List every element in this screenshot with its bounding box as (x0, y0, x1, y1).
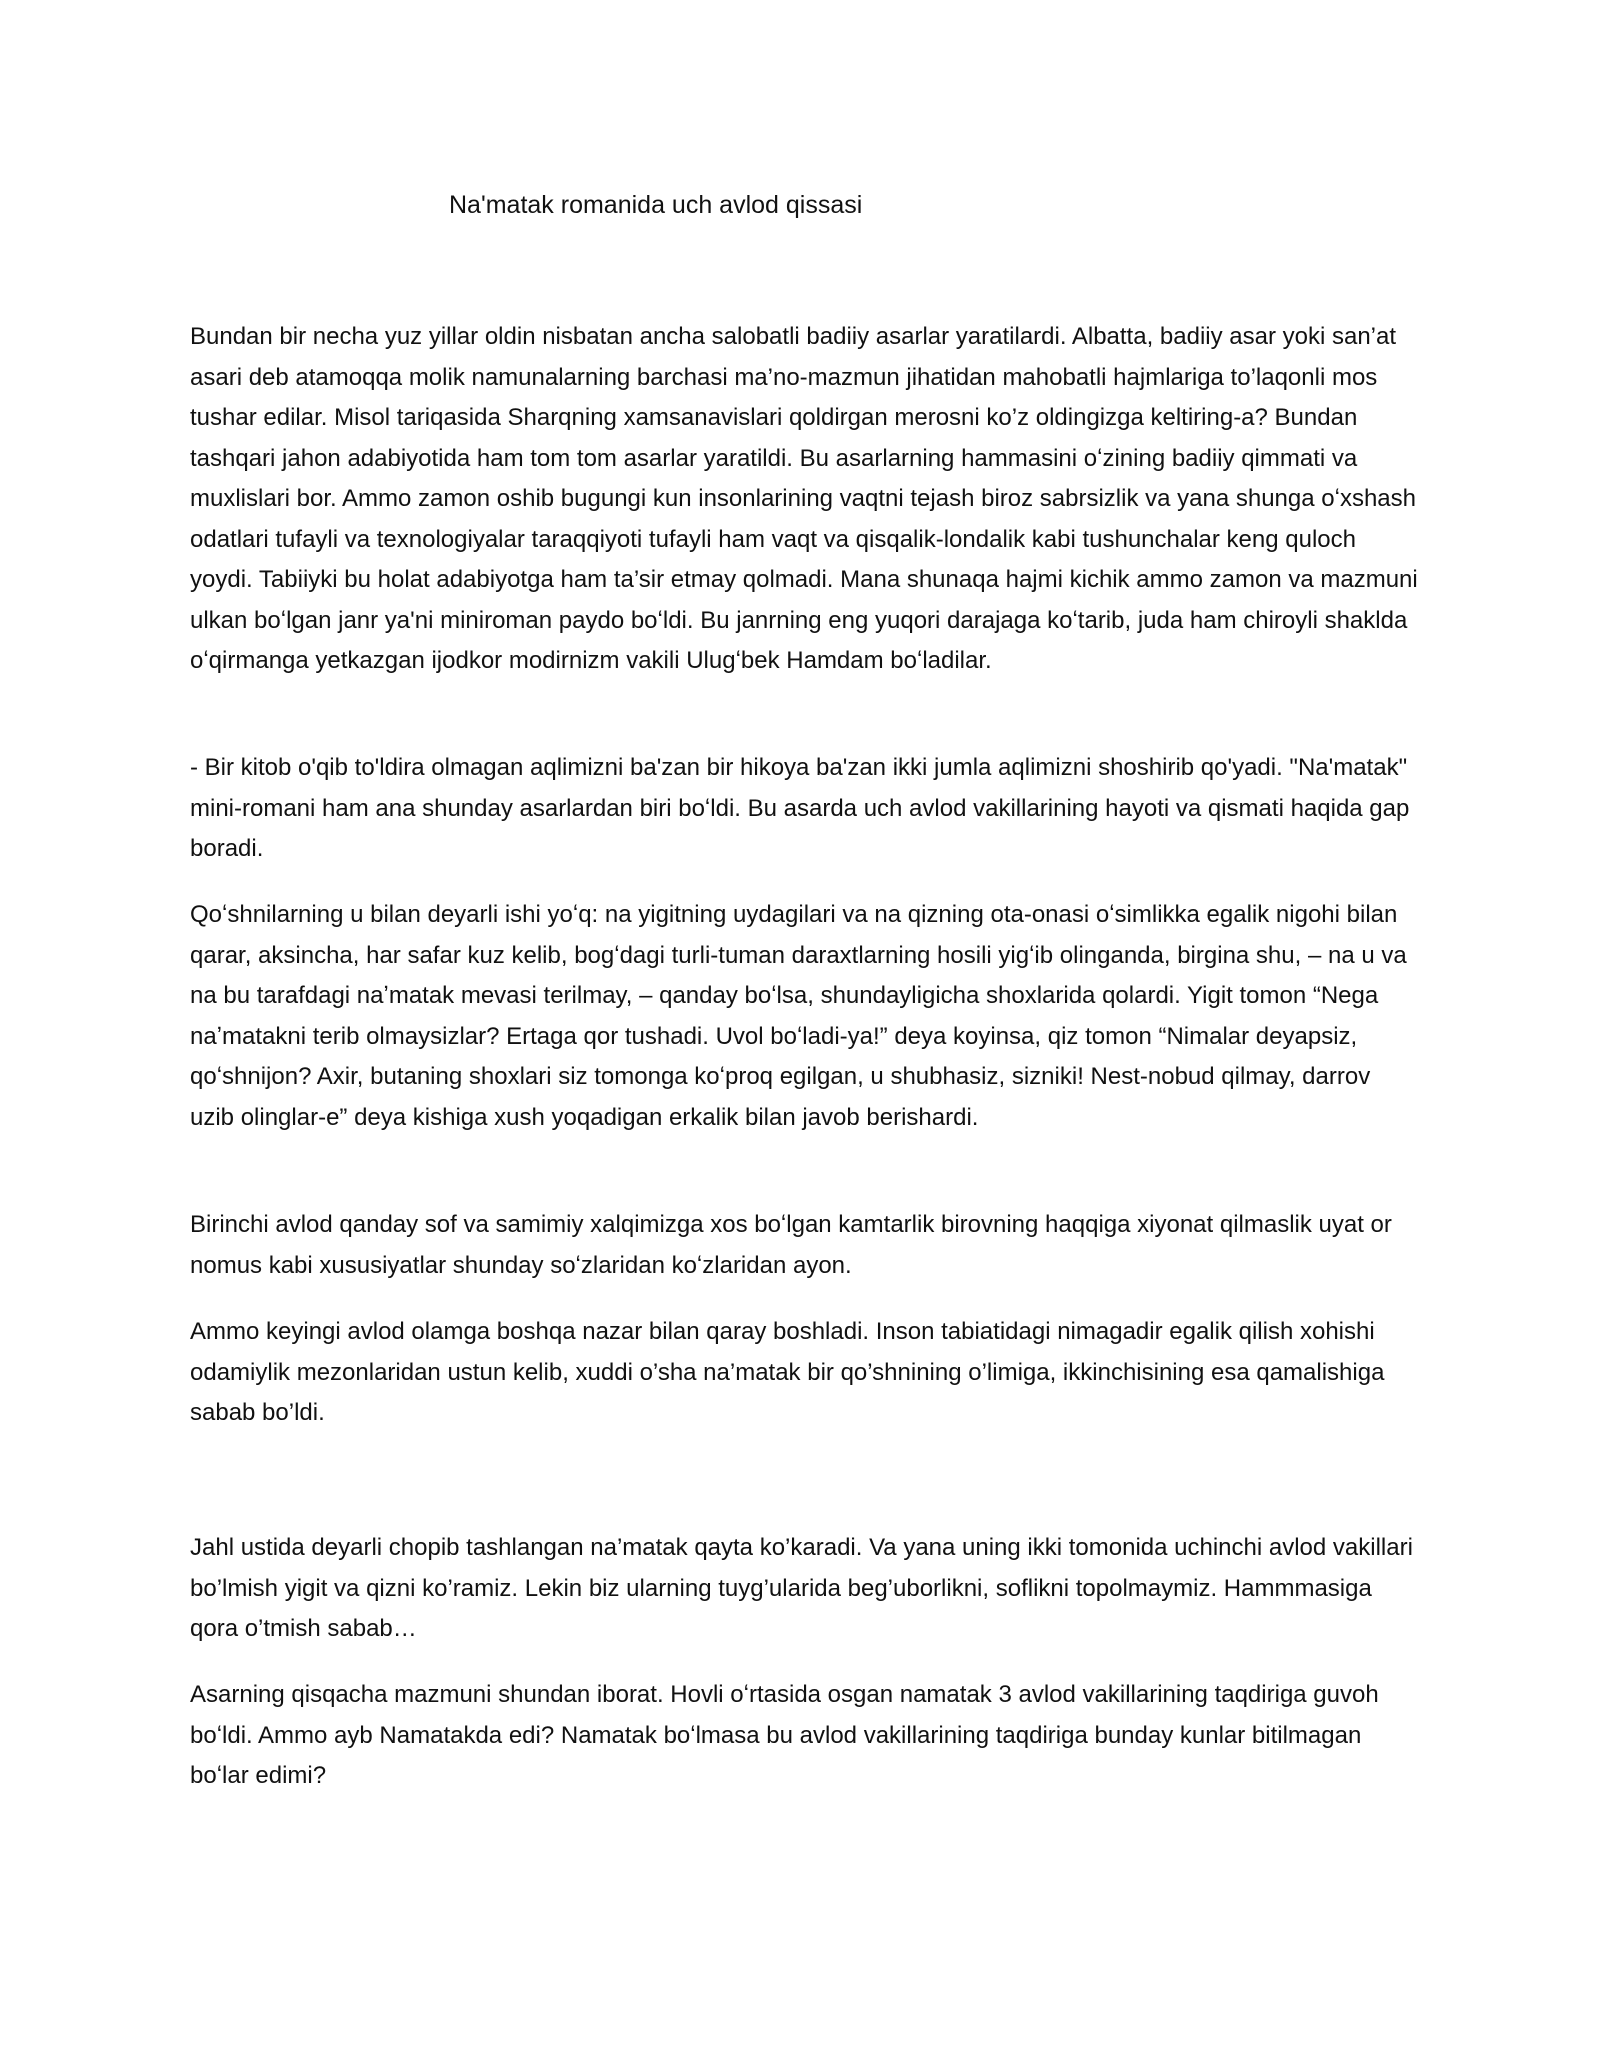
paragraph-intro: Bundan bir necha yuz yillar oldin nisbatan ancha salobatli badiiy asarlar yaratilardi. Albatta, badiiy asar yoki san’at asari deb atamoqqa molik namunalarning barchasi ma’no-mazmun jihatidan mahobatli hajmlariga to’laqonli mos tushar edilar. Misol tariqasida Sharqning xamsanavislari qoldirgan merosni ko’z oldingizga keltiring-a? Bundan tashqari jahon adabiyotida ham tom tom asarlar yaratildi. Bu asarlarning hammasini oʻzining badiiy qimmati va muxlislari bor. Ammo zamon oshib bugungi kun insonlarining vaqtni tejash biroz sabrsizlik va yana shunga oʻxshash odatlari tufayli va texnologiyalar taraqqiyoti tufayli ham vaqt va qisqalik-londalik kabi tushunchalar keng quloch yoydi. Tabiiyki bu holat adabiyotga ham ta’sir etmay qolmadi. Mana shunaqa hajmi kichik ammo zamon va mazmuni ulkan boʻlgan janr ya'ni miniroman paydo boʻldi. Bu janrning eng yuqori darajaga koʻtarib, juda ham chiroyli shaklda oʻqirmanga yetkazgan ijodkor modirnizm vakili Ulugʻbek Hamdam boʻladilar. (190, 323, 1418, 674)
paragraph-third-generation: Jahl ustida deyarli chopib tashlangan na’matak qayta ko’karadi. Va yana uning ikki tomonida uchinchi avlod vakillari bo’lmish yigit va qizni ko’ramiz. Lekin biz ularning tuyg’ularida beg’uborlikni, soflikni topolmaymiz. Hammmasiga qora o’tmish sabab… (190, 1534, 1413, 1642)
paragraph-namatak-intro: - Bir kitob o'qib to'ldira olmagan aqlimizni ba'zan bir hikoya ba'zan ikki jumla aqlimizni shoshirib qo'yadi. "Na'matak" mini-romani ham ana shunday asarlardan biri boʻldi. Bu asarda uch avlod vakillarining hayoti va qismati haqida gap boradi. (190, 754, 1410, 862)
paragraph-first-generation: Birinchi avlod qanday sof va samimiy xalqimizga xos boʻlgan kamtarlik birovning haqqiga xiyonat qilmaslik uyat or nomus kabi xususiyatlar shunday soʻzlaridan koʻzlaridan ayon. (190, 1211, 1392, 1279)
paragraph-summary: Asarning qisqacha mazmuni shundan iborat. Hovli oʻrtasida osgan namatak 3 avlod vakillarining taqdiriga guvoh boʻldi. Ammo ayb Namatakda edi? Namatak boʻlmasa bu avlod vakillarining taqdiriga bunday kunlar bitilmagan boʻlar edimi? (190, 1681, 1379, 1789)
paragraph-second-generation: Ammo keyingi avlod olamga boshqa nazar bilan qaray boshladi. Inson tabiatidagi nimagadir egalik qilish xohishi odamiylik mezonlaridan ustun kelib, xuddi o’sha na’matak bir qo’shnining o’limiga, ikkinchisining esa qamalishiga sabab bo’ldi. (190, 1318, 1385, 1426)
document-title: Na'matak romanida uch avlod qissasi (449, 191, 863, 219)
paragraph-quote: Qoʻshnilarning u bilan deyarli ishi yoʻq: na yigitning uydagilari va na qizning ota-onasi oʻsimlikka egalik nigohi bilan qarar, aksincha, har safar kuz kelib, bogʻdagi turli-tuman daraxtlarning hosili yigʻib olinganda, birgina shu, – na u va na bu tarafdagi naʼmatak mevasi terilmay, – qanday boʻlsa, shundayligicha shoxlarida qolardi. Yigit tomon “Nega naʼmatakni terib olmaysizlar? Ertaga qor tushadi. Uvol boʻladi-ya!” deya koyinsa, qiz tomon “Nimalar deyapsiz, qoʻshnijon? Axir, butaning shoxlari siz tomonga koʻproq egilgan, u shubhasiz, sizniki! Nest-nobud qilmay, darrov uzib olinglar-e” deya kishiga xush yoqadigan erkalik bilan javob berishardi. (190, 901, 1407, 1131)
